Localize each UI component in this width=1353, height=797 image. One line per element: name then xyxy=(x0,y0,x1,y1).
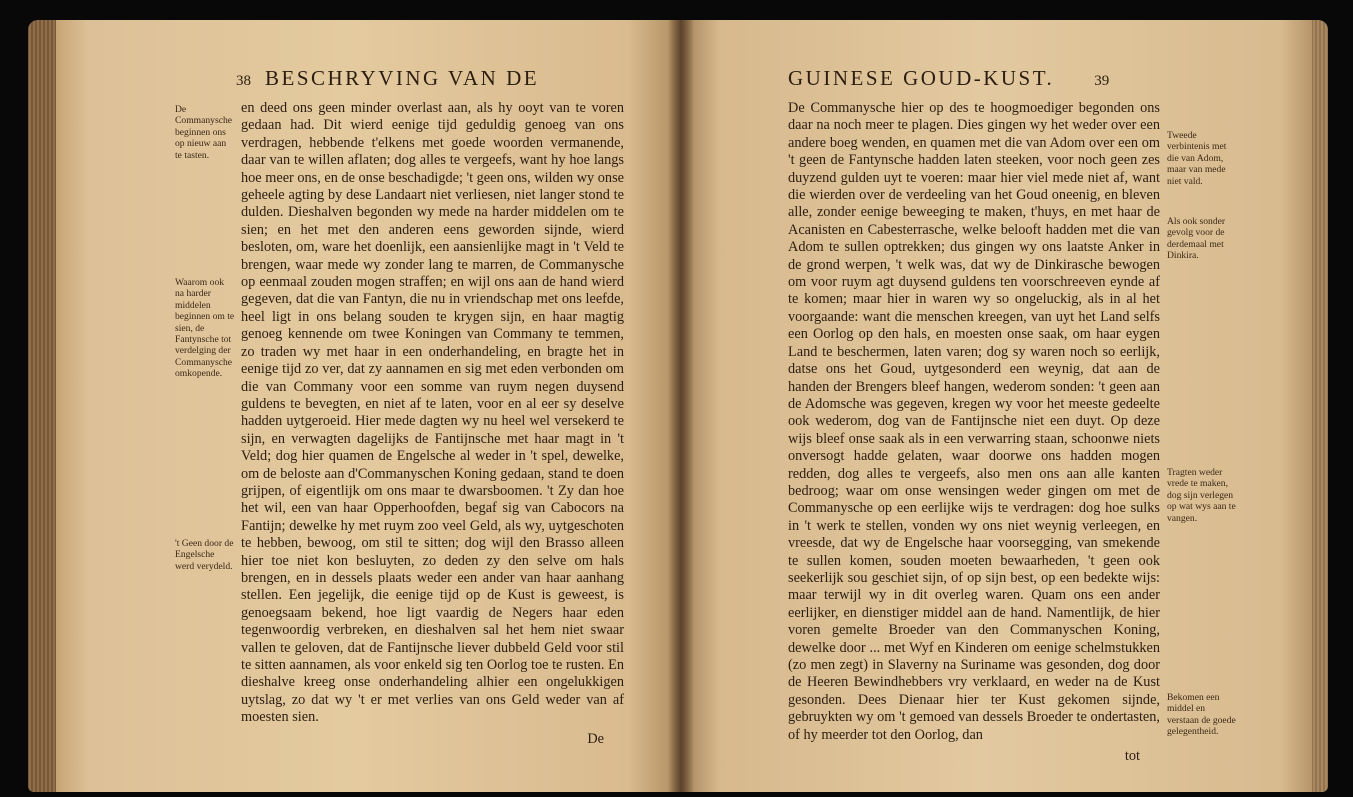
right-page-number: 39 xyxy=(1094,73,1110,89)
left-catchword: De xyxy=(587,730,604,747)
right-running-head xyxy=(788,66,1109,91)
open-book xyxy=(28,20,1328,792)
right-page xyxy=(680,20,1328,792)
page-edges-right xyxy=(1312,20,1328,792)
right-catchword: tot xyxy=(1124,748,1140,765)
left-body xyxy=(241,100,624,748)
right-margin-note-1: Tweede verbintenis met die van Adom, maar van mede niet vald. xyxy=(1167,130,1227,187)
page-edges xyxy=(28,20,56,792)
left-title: BESCHRYVING VAN DE xyxy=(265,66,540,90)
left-margin-note-1: De Commanysche beginnen ons op nieuw aan te tasten. xyxy=(175,104,233,161)
right-body-text: De Commanysche hier op des te hoogmoediger begonden ons daar na noch meer te plagen. Dies gingen wy het weder over een andere boeg wenden, en quamen met die van Adom over een om 't geen de Fantynsche hadden laten steeken, voor noch geen zes duyzend gulden uyt te voeren: maar hier viel mede niet af, want die wierden over de verdeeling van het Goud oneenig, en bleven alle, zonder eenige beweeging te maken, t'huys, en met haar de Acanisten en Cabesterrasche, welke belooft hadden met die van Adom te sullen optrekken; dus gingen wy ons laatste Anker in de grond werpen, 't welk was, dat wy de Dinkirasche bewogen om voor ruym agt duysend guldens ten voorschreeven eynde af te komen; maar hier in waren wy so ongeluckig, als in al het voorgaande: want die menschen kreegen, van uyt het Land selfs een Oorlog op den hals, en moesten onse saak, om haar eygen Land te beschermen, laten varen; dog sy waren noch so eerlijk, datse ons het Goud, uytgesonderd een weynig, dat aan de handen der Brengers bleef hangen, wederom sonden: 't geen aan de Adomsche was gegeven, kregen wy voor het meeste gedeelte ook wederom, dog van de Fantijnsche niet een duyt. Op deze wijs bleef onse saak als in een verwarring staan, schoonwe niets onversogt hadde gelaten, waar doorwe ons hadden mogen redden, dog alles te vergeefs, also men ons aan alle kanten bedroog; waar om onse wensingen weder gingen om met de Commanysche op een eerlijke wijs te verdragen: dog hoe sulks in 't werk te stellen, vonden wy ons niet weynig verleegen, en vreesde, dat wy de Engelsche haar voorsegging, van smekende te sullen komen, souden moeten bewaarheden, 't geen ook seekerlijk sou geschiet sijn, of op sijn best, op een bedekte wijs: maar terwijl wy in dit overleg waren. Quam ons een ander eerlijker, en dienstiger middel aan de hand. Namentlijk, de hier voren gemelte Broeder van den Commanyschen Koning, dewelke door ... met Wyf en Kinderen om eenige schelmstukken (zo men zegt) in Slaverny na Suriname was gesonden, dog door de Heeren Bewindhebbers vry verklaard, en weder na de Kust gesonden. Dees Dienaar hier ter Kust gekomen sijnde, gebruykten wy om 't gemoed van dessels Broeder te ondertasten, of hy meerder tot den Oorlog, dan xyxy=(788,100,1160,743)
left-page xyxy=(28,20,680,792)
book-gutter xyxy=(668,20,694,792)
right-margin-note-3: Tragten weder vrede te maken, dog sijn verlegen op wat wys aan te vangen. xyxy=(1167,467,1236,524)
left-margin-note-3: 't Geen door de Engelsche werd verydeld. xyxy=(175,538,234,572)
right-body xyxy=(788,100,1160,765)
left-page-number: 38 xyxy=(236,73,251,89)
left-running-head xyxy=(236,66,539,91)
right-title: GUINESE GOUD-KUST. xyxy=(788,66,1055,90)
left-margin-note-2: Waarom ook na harder middelen beginnen om te sien, de Fantynsche tot verdelging der Commanysche omkopende. xyxy=(175,277,235,380)
left-body-text: en deed ons geen minder overlast aan, als hy ooyt van te voren gedaan had. Dit wierd eenige tijd geduldig genoeg van ons verdragen, hebbende t'elkens met goede woorden vermanende, daar van te willen aflaten; dog alles te vergeefs, want hy hoe langs hoe meer ons, en de onse beschadigde; 't geen ons, wilden wy onse geheele agting by dese Landaart niet verliesen, niet langer stond te dulden. Dieshalven begonden wy mede na harder middelen om te sien; en het met den anderen eens geworden sijnde, wierd besloten, om, ware het doenlijk, een aansienlijke magt in 't Veld te brengen, waar mede wy zonder lang te marren, de Commanysche op eenmaal zouden mogen straffen; en wijl ons aan de hand wierd gegeven, dat die van Fantyn, die nu in vriendschap met ons leefde, heel ligt in ons belang souden te krygen sijn, en haar magtig genoeg kennende om twee Koningen van Commany te temmen, zo traden wy met haar in een onderhandeling, en bragte het in eenige tijd zo ver, dat zy aannamen en sig met eden verbonden om die van Commany voor een somme van ruym negen duysend guldens te bevegten, en niet af te laten, voor en al eer sy deselve hadden uytgeroeid. Hier mede dagten wy nu heel wel versekerd te sijn, en verwagten dagelijks de Fantijnsche met haar magt in 't Veld; dog hier quamen de Engelsche al weder in 't spel, dewelke, om de beloste aan d'Commanyschen Koning gedaan, stand te doen grijpen, of eigentlijk om ons maar te dwarsboomen. 't Zy dan hoe het wil, een van haar Opperhoofden, begaf sig van Cabocors na Fantijn; dewelke hy met ruym zoo veel Geld, als wy, uytgeschoten te hebben, bewoog, om stil te sitten; dog wijl den Brasso alleen hier toe niet kon besluyten, zo deden zy den selve om hals brengen, en in dessels plaats weder een ander van haar aanhang stellen. Een jegelijk, die eenige tijd op de Kust is geweest, is genoegsaam bekend, hoe ligt vaardig de Negers haar eden tegenwoordig verbreken, en dieshalven sal het hem niet swaar vallen te geloven, dat de Fantijnsche liever dubbeld Geld voor stil te sitten aannamen, als voor enkeld sig ten Oorlog toe te rusten. En dieshalve kreeg onse onderhandeling alhier een ongelukkigen uytslag, zo dat wy 't er met verlies van ons Geld weder van af moesten sien. xyxy=(241,100,624,726)
right-margin-note-2: Als ook sonder gevolg voor de derdemaal met Dinkira. xyxy=(1167,216,1226,262)
right-margin-note-4: Bekomen een middel en verstaan de goede gelegentheid. xyxy=(1167,692,1236,738)
